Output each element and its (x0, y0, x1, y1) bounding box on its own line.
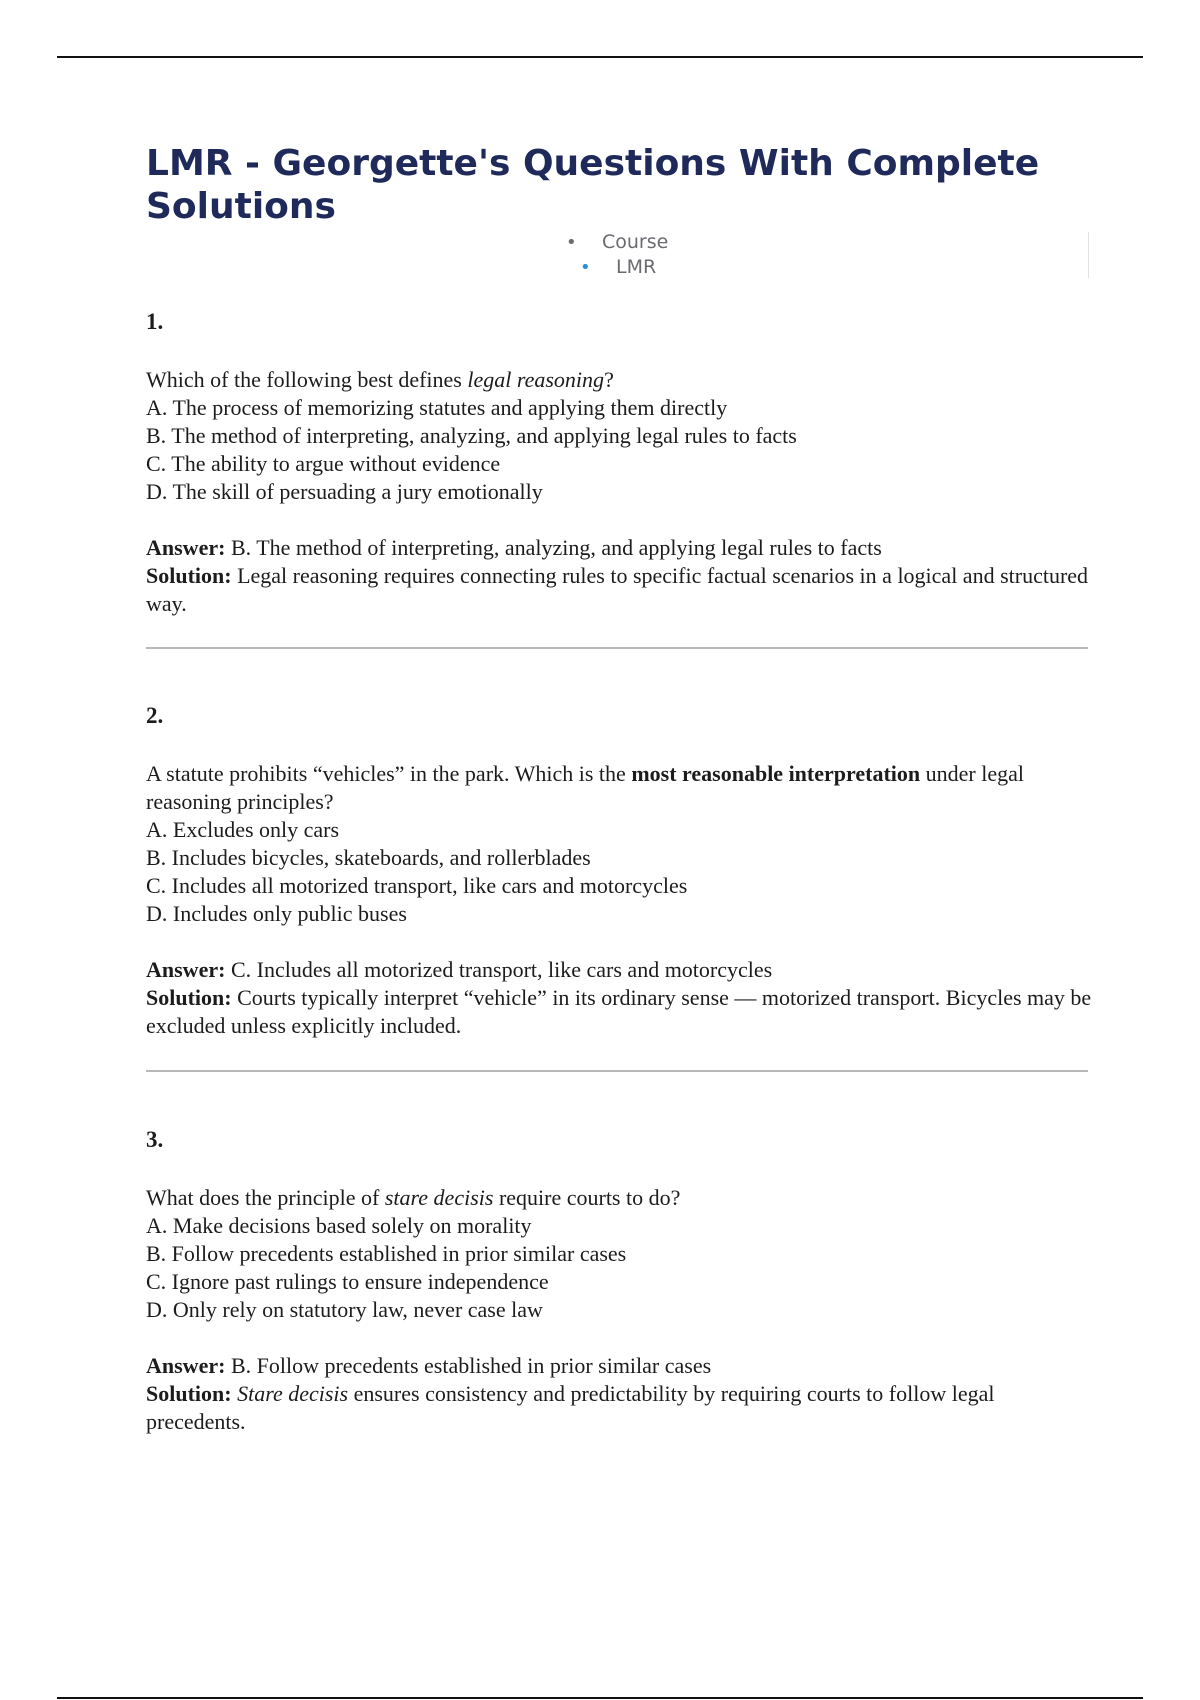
option-c: C. Includes all motorized transport, like cars and motorcycles (146, 873, 688, 898)
option-d: D. Only rely on statutory law, never case law (146, 1297, 543, 1322)
question-1 (146, 308, 1096, 618)
answer-text: C. Includes all motorized transport, like cars and motorcycles (230, 957, 773, 982)
breadcrumb (560, 230, 668, 280)
question-body (146, 760, 1096, 928)
solution-text: Legal reasoning requires connecting rules to specific factual scenarios in a logical and structured way. (146, 563, 1089, 616)
option-b: B. The method of interpreting, analyzing, and applying legal rules to facts (146, 423, 797, 448)
stem-emphasis: legal reasoning (467, 367, 605, 392)
option-a: A. Excludes only cars (146, 817, 340, 842)
option-b: B. Includes bicycles, skateboards, and rollerblades (146, 845, 591, 870)
stem-strong: most reasonable interpretation (631, 761, 921, 786)
page-title: LMR - Georgette's Questions With Complete Solutions (146, 143, 1040, 227)
solution-line (146, 984, 1096, 1040)
question-stem (146, 760, 1096, 816)
question-separator (146, 647, 1088, 649)
page-bottom-rule (57, 1697, 1143, 1699)
option-c: C. Ignore past rulings to ensure independence (146, 1269, 549, 1294)
solution-label: Solution: (146, 985, 232, 1010)
solution-emphasis: Stare decisis (237, 1381, 349, 1406)
answer-block (146, 956, 1096, 1040)
question-body (146, 366, 1096, 506)
solution-label: Solution: (146, 1381, 232, 1406)
breadcrumb-label: LMR (616, 256, 657, 278)
solution-text: ensures consistency and predictability by requiring courts to follow legal precedents. (146, 1381, 995, 1434)
solution-text: Courts typically interpret “vehicle” in its ordinary sense — motorized transport. Bicycles may be excluded unless explicitly included. (146, 985, 1092, 1038)
breadcrumb-item-lmr[interactable] (560, 255, 668, 280)
answer-line (146, 1352, 1096, 1380)
answer-text: B. The method of interpreting, analyzing, and applying legal rules to facts (230, 535, 882, 560)
answer-label: Answer: (146, 1353, 226, 1378)
stem-text: A statute prohibits “vehicles” in the park. Which is the (146, 761, 632, 786)
question-body (146, 1184, 1096, 1324)
bullet-icon: • (566, 232, 577, 253)
answer-label: Answer: (146, 535, 226, 560)
option-d: D. The skill of persuading a jury emotionally (146, 479, 543, 504)
question-number: 2. (146, 703, 164, 728)
question-stem (146, 366, 1096, 394)
answer-block (146, 534, 1096, 618)
stem-text: Which of the following best defines (146, 367, 468, 392)
breadcrumb-divider (1088, 232, 1089, 278)
stem-text: What does the principle of (146, 1185, 385, 1210)
option-a: A. The process of memorizing statutes and applying them directly (146, 395, 728, 420)
breadcrumb-item-course[interactable] (560, 230, 668, 255)
stem-emphasis: stare decisis (384, 1185, 494, 1210)
solution-line (146, 1380, 1096, 1436)
question-stem (146, 1184, 1096, 1212)
stem-text: under legal reasoning principles? (146, 761, 1024, 814)
answer-block (146, 1352, 1096, 1436)
stem-text: ? (604, 367, 614, 392)
breadcrumb-label: Course (602, 231, 669, 253)
option-a: A. Make decisions based solely on morality (146, 1213, 532, 1238)
answer-label: Answer: (146, 957, 226, 982)
question-separator (146, 1070, 1088, 1072)
answer-line (146, 534, 1096, 562)
solution-line (146, 562, 1096, 618)
stem-text: require courts to do? (493, 1185, 681, 1210)
question-3 (146, 1126, 1096, 1436)
answer-line (146, 956, 1096, 984)
bullet-icon: • (580, 257, 591, 278)
question-number: 1. (146, 309, 164, 334)
solution-label: Solution: (146, 563, 232, 588)
answer-text: B. Follow precedents established in prior similar cases (230, 1353, 712, 1378)
question-number: 3. (146, 1127, 164, 1152)
option-d: D. Includes only public buses (146, 901, 407, 926)
page-top-rule (57, 56, 1143, 58)
question-2 (146, 702, 1096, 1040)
option-c: C. The ability to argue without evidence (146, 451, 501, 476)
option-b: B. Follow precedents established in prior similar cases (146, 1241, 627, 1266)
